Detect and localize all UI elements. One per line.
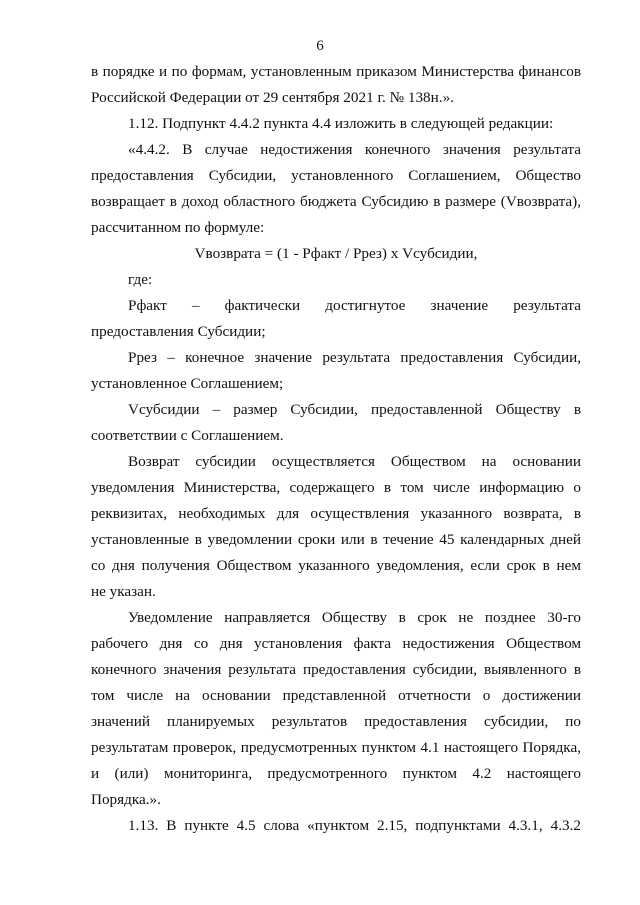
- text-line: реквизитах, необходимых для осуществления указанного возврата, в: [91, 505, 581, 522]
- text-line: Рфакт – фактически достигнутое значение результата: [128, 297, 581, 314]
- text-line: том числе на основании представленной отчетности о достижении: [91, 687, 581, 704]
- text-line: рабочего дня со дня установления факта недостижения Обществом: [91, 635, 581, 652]
- text-line: Уведомление направляется Обществу в срок не позднее 30-го: [128, 609, 581, 626]
- text-line: конечного значения результата предоставления субсидии, выявленного в: [91, 661, 581, 678]
- text-line: Рpез – конечное значение результата предоставления Субсидии,: [128, 349, 581, 366]
- text-line: и (или) мониторинга, предусмотренного пунктом 4.2 настоящего: [91, 765, 581, 782]
- text-line: предоставления Субсидии;: [91, 323, 266, 340]
- text-line: результатам проверок, предусмотренных пунктом 4.1 настоящего Порядка,: [91, 739, 581, 756]
- text-line: где:: [128, 271, 153, 288]
- text-line: со дня получения Обществом указанного уведомления, если срок в нем: [91, 557, 581, 574]
- text-line: Российской Федерации от 29 сентября 2021 г. № 138н.».: [91, 89, 454, 106]
- text-line: не указан.: [91, 583, 156, 600]
- text-line: 1.13. В пункте 4.5 слова «пунктом 2.15, подпунктами 4.3.1, 4.3.2: [128, 817, 581, 834]
- text-line: установленное Соглашением;: [91, 375, 284, 392]
- text-line: рассчитанном по формуле:: [91, 219, 265, 236]
- page-number: 6: [316, 38, 324, 54]
- text-line: Порядка.».: [91, 791, 161, 808]
- text-line: предоставления Субсидии, установленного Соглашением, Общество: [91, 167, 581, 184]
- text-line: значений планируемых результатов предоставления субсидии, по: [91, 713, 581, 730]
- text-line: соответствии с Соглашением.: [91, 427, 284, 444]
- text-line: возвращает в доход областного бюджета Субсидию в размере (Vвозврата),: [91, 193, 581, 210]
- text-line: установленные в уведомлении сроки или в течение 45 календарных дней: [91, 531, 581, 548]
- formula: Vвозврата = (1 - Рфакт / Рpез) х Vсубсидии,: [194, 245, 478, 262]
- text-line: в порядке и по формам, установленным приказом Министерства финансов: [91, 63, 581, 80]
- text-line: «4.4.2. В случае недостижения конечного значения результата: [128, 141, 581, 158]
- text-line: Возврат субсидии осуществляется Обществом на основании: [128, 453, 581, 470]
- text-line: 1.12. Подпункт 4.4.2 пункта 4.4 изложить в следующей редакции:: [128, 115, 554, 132]
- text-line: уведомления Министерства, содержащего в том числе информацию о: [91, 479, 581, 496]
- text-line: Vсубсидии – размер Субсидии, предоставленной Обществу в: [128, 401, 581, 418]
